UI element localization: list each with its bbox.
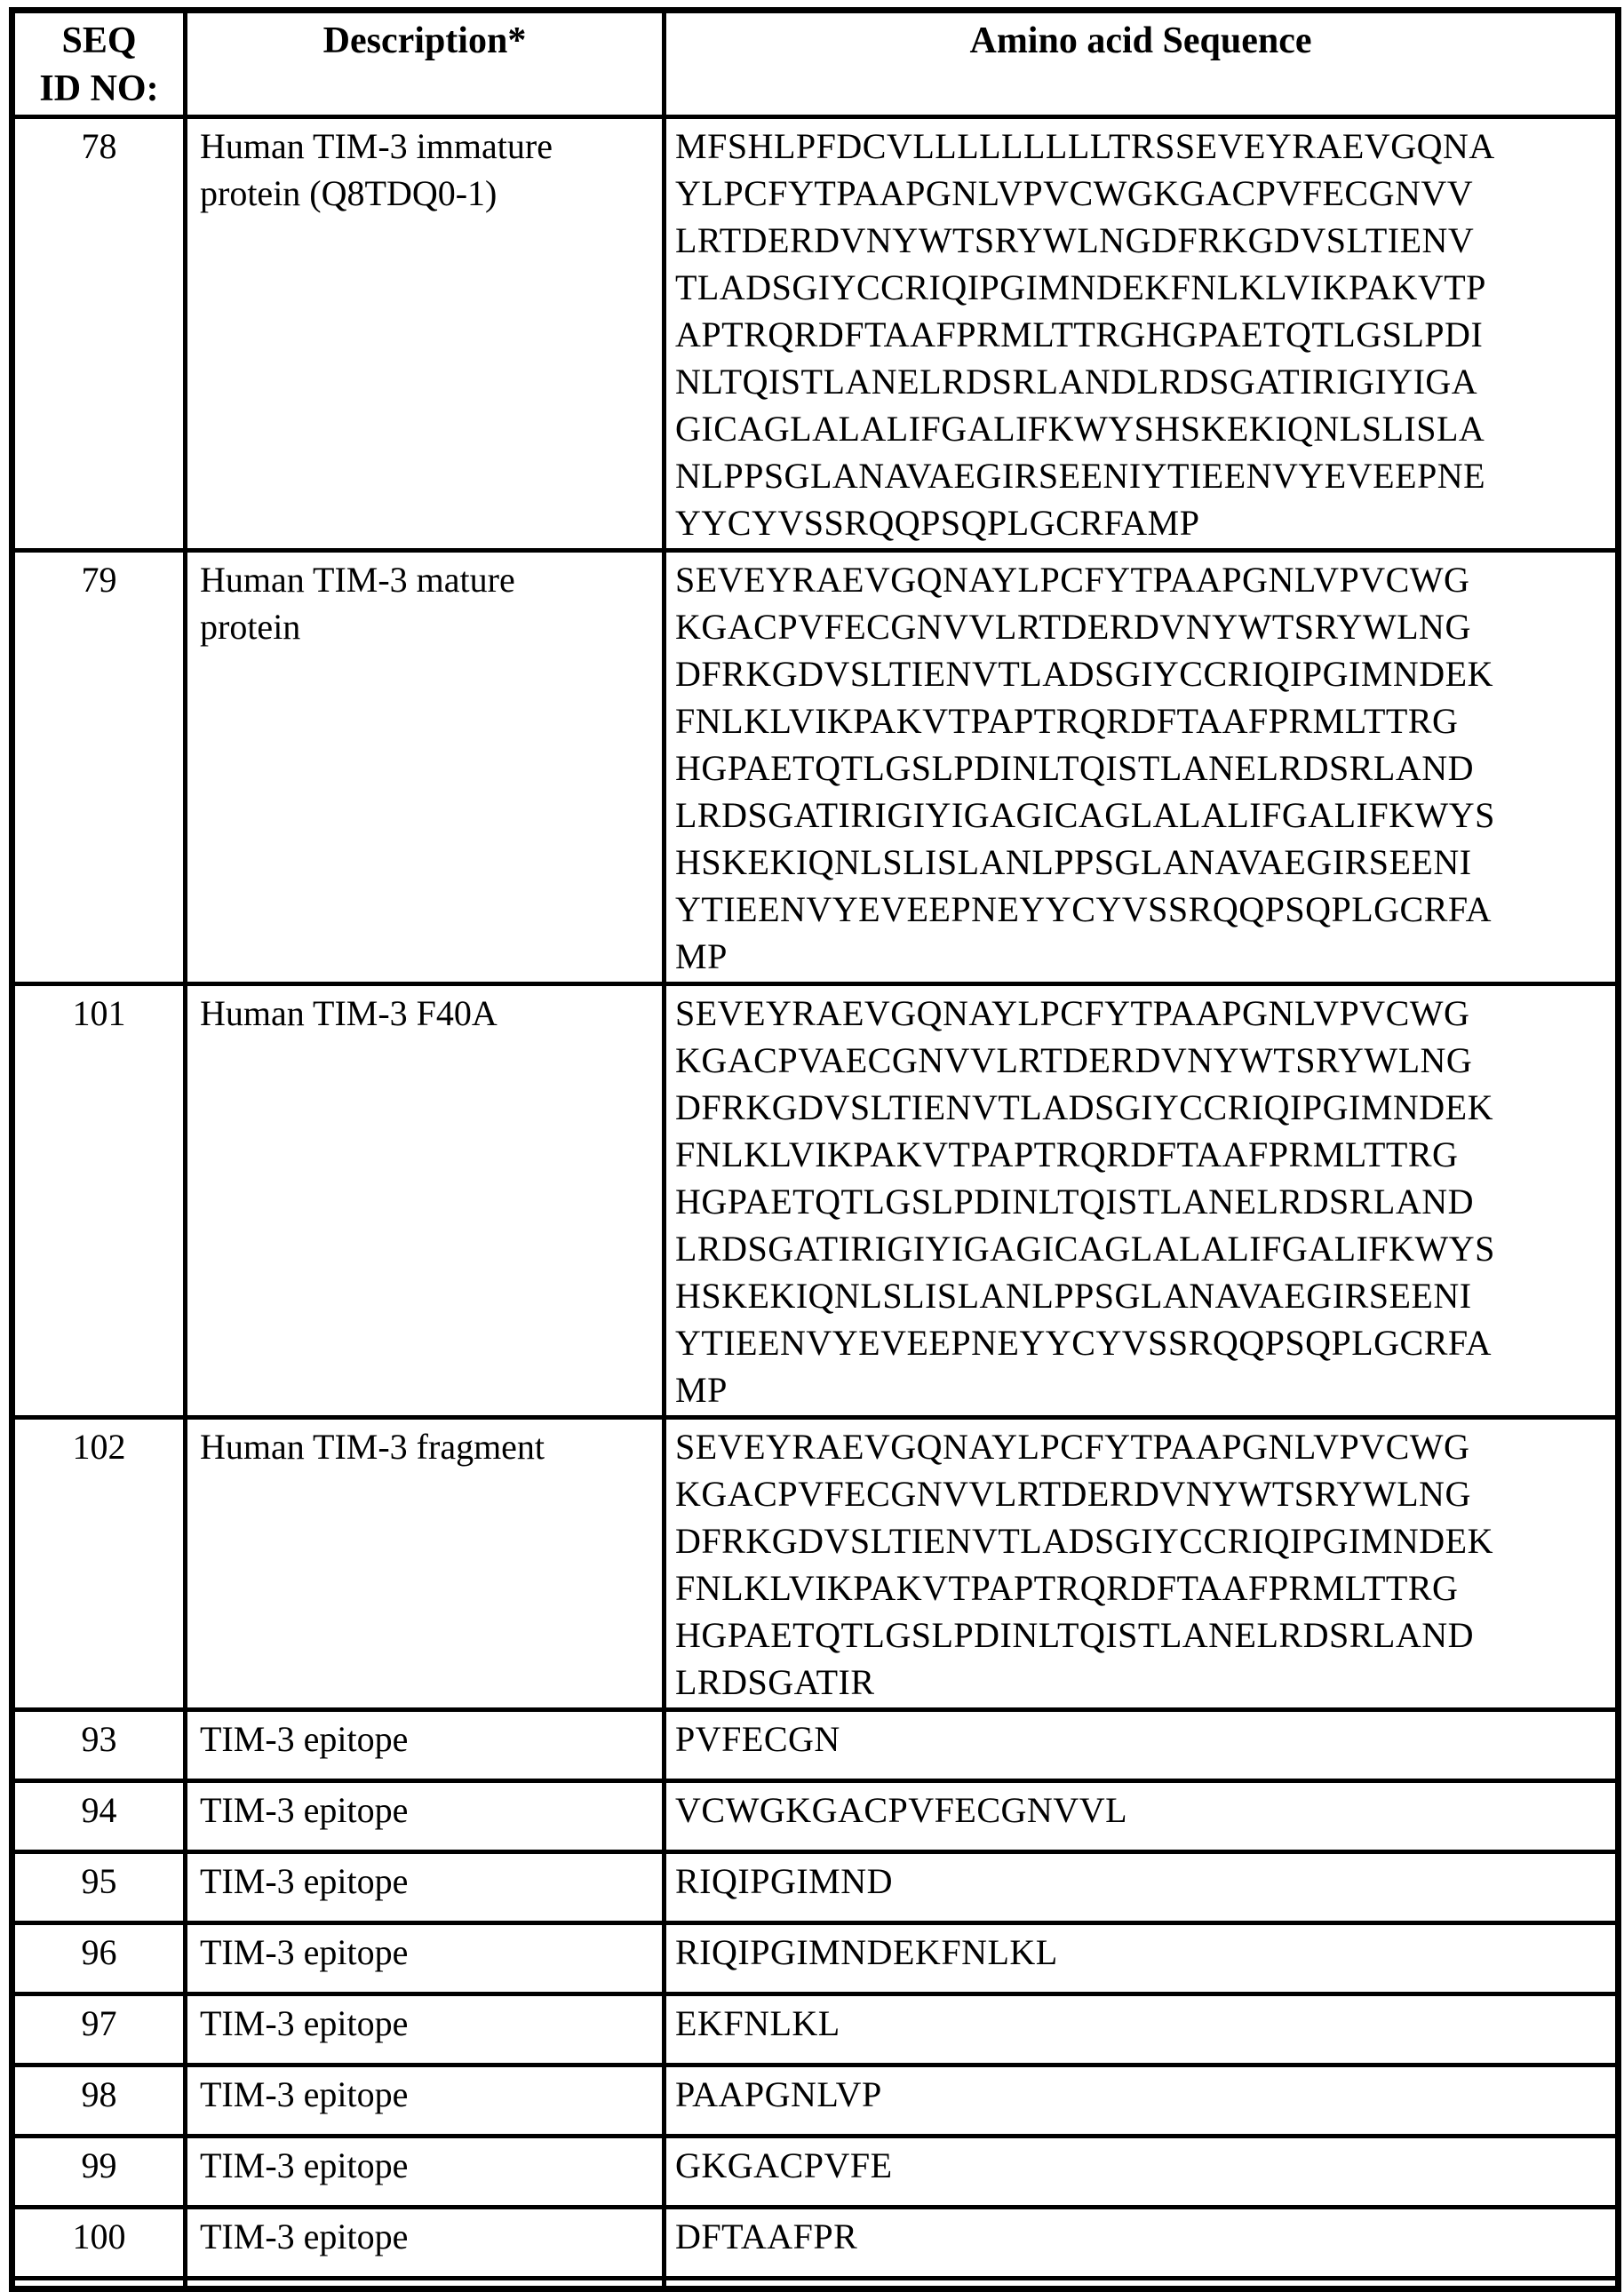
sequence-cell: EKFNLKL <box>665 1994 1619 2065</box>
table-row <box>12 1923 1619 1994</box>
description-cell: TIM-3 epitope <box>186 2208 665 2279</box>
seq-id-cell: 98 <box>12 2065 186 2137</box>
description-cell: TIM-3 epitope <box>186 1852 665 1923</box>
description-cell: TIM-3 epitope <box>186 2065 665 2137</box>
seq-id-cell <box>12 2279 186 2289</box>
description-cell <box>186 2279 665 2289</box>
description-cell: Human TIM-3 F40A <box>186 984 665 1418</box>
seq-id-cell: 96 <box>12 1923 186 1994</box>
seq-id-cell: 95 <box>12 1852 186 1923</box>
sequence-cell: SEVEYRAEVGQNAYLPCFYTPAAPGNLVPVCWG KGACPVFECGNVVLRTDERDVNYWTSRYWLNG DFRKGDVSLTIENVTLADSGIYCCRIQIPGIMNDEK FNLKLVIKPAKVTPAPTRQRDFTAAFPRMLTTRG HGPAETQTLGSLPDINLTQISTLANELRDSRLAND LRDSGATIR <box>665 1418 1619 1710</box>
description-cell: Human TIM-3 fragment <box>186 1418 665 1710</box>
seq-id-cell: 93 <box>12 1710 186 1781</box>
table-row <box>12 1710 1619 1781</box>
sequence-cell: MFSHLPFDCVLLLLLLLLLTRSSEVEYRAEVGQNA YLPCFYTPAAPGNLVPVCWGKGACPVFECGNVV LRTDERDVNYWTSRYWLNGDFRKGDVSLTIENV TLADSGIYCCRIQIPGIMNDEKFNLKLVIKPAKVTP APTRQRDFTAAFPRMLTTRGHGPAETQTLGSLPDI NLTQISTLANELRDSRLANDLRDSGATIRIGIYIGA GICAGLALALIFGALIFKWYSHSKEKIQNLSLISLA NLPPSGLANAVAEGIRSEENIYTIEENVYEVEEPNE YYCYVSSRQQPSQPLGCRFAMP <box>665 117 1619 551</box>
sequence-cell: SEVEYRAEVGQNAYLPCFYTPAAPGNLVPVCWG KGACPVAECGNVVLRTDERDVNYWTSRYWLNG DFRKGDVSLTIENVTLADSGIYCCRIQIPGIMNDEK FNLKLVIKPAKVTPAPTRQRDFTAAFPRMLTTRG HGPAETQTLGSLPDINLTQISTLANELRDSRLAND LRDSGATIRIGIYIGAGICAGLALALIFGALIFKWYS HSKEKIQNLSLISLANLPPSGLANAVAEGIRSEENI YTIEENVYEVEEPNEYYCYVSSRQQPSQPLGCRFA MP <box>665 984 1619 1418</box>
sequence-cell: RIQIPGIMNDEKFNLKL <box>665 1923 1619 1994</box>
sequence-listing-table <box>9 7 1621 2292</box>
table-row <box>12 117 1619 551</box>
sequence-cell: PAAPGNLVP <box>665 2065 1619 2137</box>
header-sequence: Amino acid Sequence <box>665 11 1619 117</box>
sequence-cell: SEVEYRAEVGQNAYLPCFYTPAAPGNLVPVCWG KGACPVFECGNVVLRTDERDVNYWTSRYWLNG DFRKGDVSLTIENVTLADSGIYCCRIQIPGIMNDEK FNLKLVIKPAKVTPAPTRQRDFTAAFPRMLTTRG HGPAETQTLGSLPDINLTQISTLANELRDSRLAND LRDSGATIRIGIYIGAGICAGLALALIFGALIFKWYS HSKEKIQNLSLISLANLPPSGLANAVAEGIRSEENI YTIEENVYEVEEPNEYYCYVSSRQQPSQPLGCRFA MP <box>665 551 1619 984</box>
description-cell: TIM-3 epitope <box>186 1923 665 1994</box>
table-row <box>12 2065 1619 2137</box>
table-row <box>12 1781 1619 1852</box>
seq-id-cell: 79 <box>12 551 186 984</box>
description-cell: Human TIM-3 mature protein <box>186 551 665 984</box>
sequence-cell: GKGACPVFE <box>665 2137 1619 2208</box>
table-row <box>12 1418 1619 1710</box>
seq-id-cell: 102 <box>12 1418 186 1710</box>
description-cell: TIM-3 epitope <box>186 2137 665 2208</box>
header-row <box>12 11 1619 117</box>
seq-id-cell: 99 <box>12 2137 186 2208</box>
seq-id-cell: 94 <box>12 1781 186 1852</box>
description-cell: TIM-3 epitope <box>186 1710 665 1781</box>
table-row <box>12 2137 1619 2208</box>
table-row <box>12 2208 1619 2279</box>
table-row <box>12 551 1619 984</box>
header-description: Description* <box>186 11 665 117</box>
header-seq-id: SEQ ID NO: <box>12 11 186 117</box>
seq-id-cell: 78 <box>12 117 186 551</box>
sequence-cell: DFTAAFPR <box>665 2208 1619 2279</box>
seq-id-cell: 101 <box>12 984 186 1418</box>
table-row <box>12 1852 1619 1923</box>
table-row <box>12 2279 1619 2289</box>
sequence-cell <box>665 2279 1619 2289</box>
table-row <box>12 1994 1619 2065</box>
seq-id-cell: 100 <box>12 2208 186 2279</box>
sequence-cell: VCWGKGACPVFECGNVVL <box>665 1781 1619 1852</box>
description-cell: TIM-3 epitope <box>186 1781 665 1852</box>
seq-id-cell: 97 <box>12 1994 186 2065</box>
sequence-cell: RIQIPGIMND <box>665 1852 1619 1923</box>
description-cell: TIM-3 epitope <box>186 1994 665 2065</box>
table-row <box>12 984 1619 1418</box>
description-cell: Human TIM-3 immature protein (Q8TDQ0-1) <box>186 117 665 551</box>
sequence-cell: PVFECGN <box>665 1710 1619 1781</box>
